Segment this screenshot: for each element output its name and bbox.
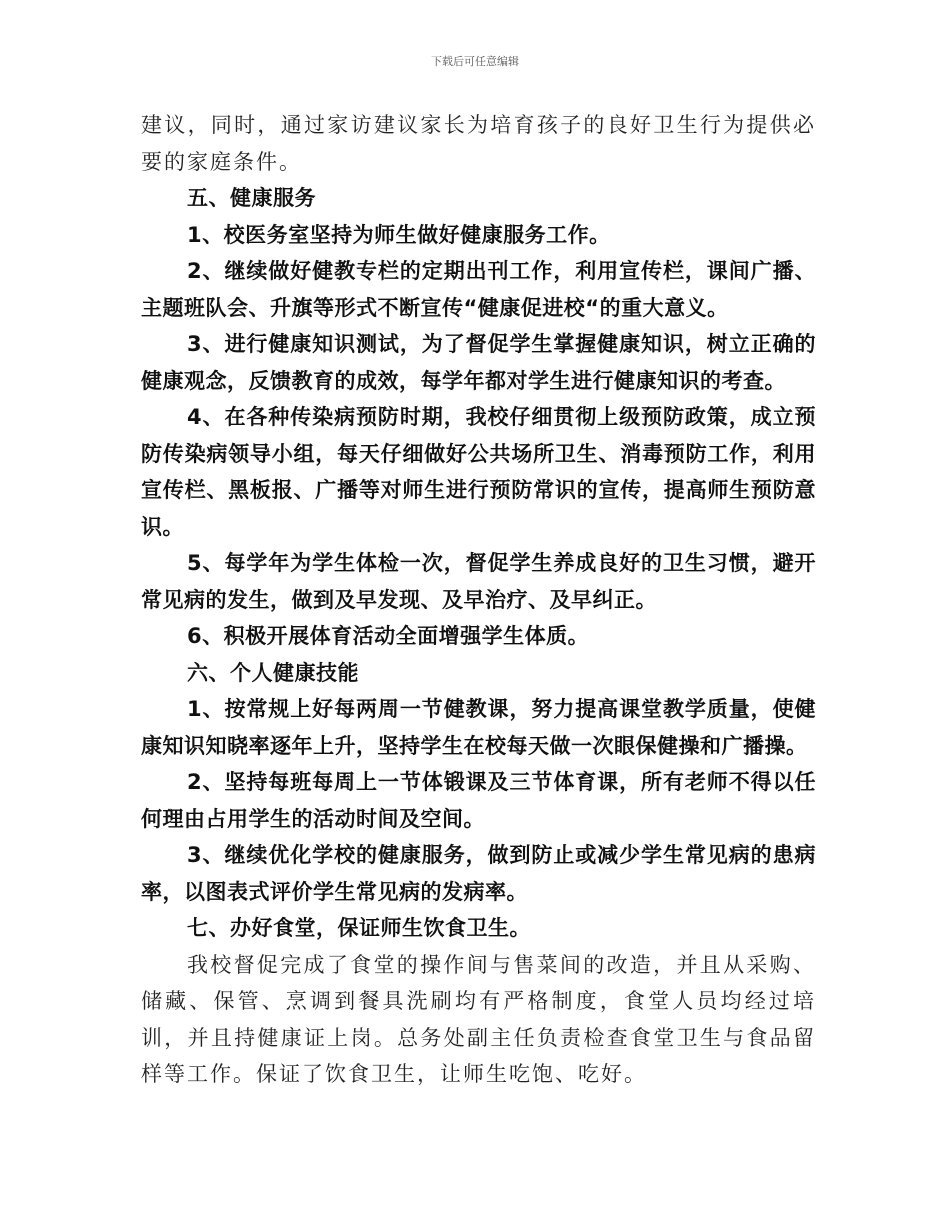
- paragraph-skill-1: 1、按常规上好每两周一节健教课，努力提高课堂教学质量，使健康知识知晓率逐年上升，坚持学生在校每天做一次眼保健操和广播操。: [141, 697, 816, 758]
- paragraph-intro-continuation: 建议，同时，通过家访建议家长为培育孩子的良好卫生行为提供必要的家庭条件。: [141, 113, 816, 174]
- paragraph-item-6: 6、积极开展体育活动全面增强学生体质。: [187, 624, 590, 648]
- paragraph-item-5: 5、每学年为学生体检一次，督促学生养成良好的卫生习惯，避开常见病的发生，做到及早发现、及早治疗、及早纠正。: [141, 551, 816, 612]
- section-heading-health-service: 五、健康服务: [187, 186, 316, 210]
- document-body: [141, 107, 816, 1093]
- section-heading-canteen: 七、办好食堂，保证师生饮食卫生。: [187, 916, 531, 940]
- paragraph-skill-2: 2、坚持每班每周上一节体锻课及三节体育课，所有老师不得以任何理由占用学生的活动时间及空间。: [141, 770, 816, 831]
- paragraph-item-2: 2、继续做好健教专栏的定期出刊工作，利用宣传栏，课间广播、主题班队会、升旗等形式不断宣传“健康促进校“的重大意义。: [141, 259, 816, 320]
- paragraph-canteen: 我校督促完成了食堂的操作间与售菜间的改造，并且从采购、储藏、保管、烹调到餐具洗刷均有严格制度，食堂人员均经过培训，并且持健康证上岗。总务处副主任负责检查食堂卫生与食品留样等工作。保证了饮食卫生，让师生吃饱、吃好。: [141, 952, 816, 1086]
- paragraph-skill-3: 3、继续优化学校的健康服务，做到防止或减少学生常见病的患病率，以图表式评价学生常见病的发病率。: [141, 843, 816, 904]
- section-heading-personal-skills: 六、个人健康技能: [187, 660, 359, 685]
- paragraph-item-4: 4、在各种传染病预防时期，我校仔细贯彻上级预防政策，成立预防传染病领导小组，每天仔细做好公共场所卫生、消毒预防工作，利用宣传栏、黑板报、广播等对师生进行预防常识的宣传，提高师生预防意识。: [141, 405, 816, 539]
- page-header: 下载后可任意编辑: [431, 55, 519, 68]
- paragraph-item-3: 3、进行健康知识测试，为了督促学生掌握健康知识，树立正确的健康观念，反馈教育的成效，每学年都对学生进行健康知识的考查。: [141, 332, 816, 393]
- paragraph-item-1: 1、校医务室坚持为师生做好健康服务工作。: [187, 222, 611, 247]
